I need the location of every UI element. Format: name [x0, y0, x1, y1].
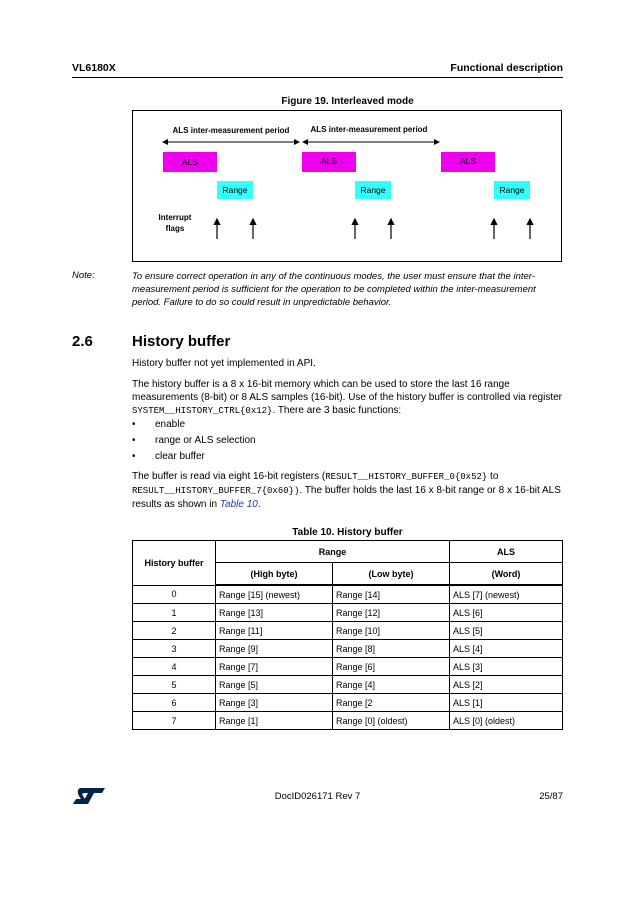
als-block-2 [302, 152, 356, 172]
period-label-2: ALS inter-measurement period [310, 125, 428, 134]
sub-header-low-byte: (Low byte) [333, 563, 450, 586]
bullet-enable: enable [155, 419, 186, 430]
table-row: 7 Range [1] Range [0] (oldest) ALS [0] (oldest) [133, 712, 563, 730]
figure-interleaved-mode [132, 110, 562, 262]
bullet-clear-buffer: clear buffer [155, 451, 205, 462]
section-title: History buffer [132, 333, 231, 350]
col-header-als: ALS [450, 541, 563, 563]
footer-page-number: 25/87 [539, 791, 563, 802]
svg-text:ALS: ALS [459, 156, 477, 166]
table-row: 0 Range [15] (newest) Range [14] ALS [7] (newest) [133, 585, 563, 604]
range-block-3 [494, 181, 530, 199]
col-header-range: Range [216, 541, 450, 563]
register-history-buffer-7: RESULT__HISTORY_BUFFER_7{0x60}) [132, 486, 300, 496]
table-10-link[interactable]: Table 10 [219, 499, 258, 510]
table-row: 2 Range [11] Range [10] ALS [5] [133, 622, 563, 640]
col-header-history-buffer: History buffer [133, 541, 216, 586]
table-row: 4 Range [7] Range [6] ALS [3] [133, 658, 563, 676]
header-rule [72, 77, 563, 78]
figure-title: Figure 19. Interleaved mode [281, 96, 414, 107]
register-history-buffer-0: RESULT__HISTORY_BUFFER_0{0x52} [325, 472, 488, 482]
svg-text:Range: Range [499, 185, 525, 195]
bullet-marker: • [132, 451, 136, 462]
table-row: 1 Range [13] Range [12] ALS [6] [133, 604, 563, 622]
section-number: 2.6 [72, 333, 93, 350]
note-label: Note: [72, 270, 95, 281]
footer-doc-id: DocID026171 Rev 7 [274, 791, 361, 802]
interrupt-arrows [217, 219, 530, 239]
bullet-range-als-selection: range or ALS selection [155, 435, 256, 446]
interrupt-label-line2: flags [165, 224, 185, 233]
history-buffer-table [132, 540, 563, 730]
period-label-1: ALS inter-measurement period [172, 126, 290, 135]
paragraph-api-note: History buffer not yet implemented in API. [132, 358, 316, 369]
svg-text:Range: Range [222, 185, 248, 195]
range-block-1 [217, 181, 253, 199]
bullet-marker: • [132, 419, 136, 430]
als-block-1 [163, 152, 217, 172]
bullet-marker: • [132, 435, 136, 446]
header-product: VL6180X [72, 62, 116, 74]
table-row: 6 Range [3] Range [2 ALS [1] [133, 694, 563, 712]
svg-text:ALS: ALS [181, 157, 199, 167]
sub-header-word: (Word) [450, 563, 563, 586]
range-block-2 [355, 181, 391, 199]
header-section: Functional description [450, 62, 563, 74]
paragraph-history-description: The history buffer is a 8 x 16-bit memory which can be used to store the last 16 range measurements (8-bit) or 8 ALS samples (16-bit). Use of the history buffer is controlled via register SYSTEM__HISTORY_CTRL{0x12}. There are 3 basic functions: [132, 379, 562, 416]
table-title: Table 10. History buffer [292, 527, 403, 538]
svg-text:Range: Range [360, 185, 386, 195]
table-row: 5 Range [5] Range [4] ALS [2] [133, 676, 563, 694]
table-row: 3 Range [9] Range [8] ALS [4] [133, 640, 563, 658]
note-text: To ensure correct operation in any of the continuous modes, the user must ensure that the inter-measurement period is sufficient for the operation to be completed within the inter-measurement period. Failure to do so could result in unpredictable behavior. [132, 271, 536, 308]
als-block-3 [441, 152, 495, 172]
sub-header-high-byte: (High byte) [216, 563, 333, 586]
register-history-ctrl: SYSTEM__HISTORY_CTRL{0x12} [132, 406, 273, 416]
svg-text:ALS: ALS [320, 156, 338, 166]
timing-diagram [133, 111, 563, 263]
interrupt-label-line1: Interrupt [158, 213, 192, 222]
paragraph-buffer-read: The buffer is read via eight 16-bit registers (RESULT__HISTORY_BUFFER_0{0x52} to RESULT__HISTORY_BUFFER_7{0x60}). The buffer holds the last 16 x 8-bit range or 8 x 16-bit ALS results as shown in Table 10. [132, 471, 561, 510]
